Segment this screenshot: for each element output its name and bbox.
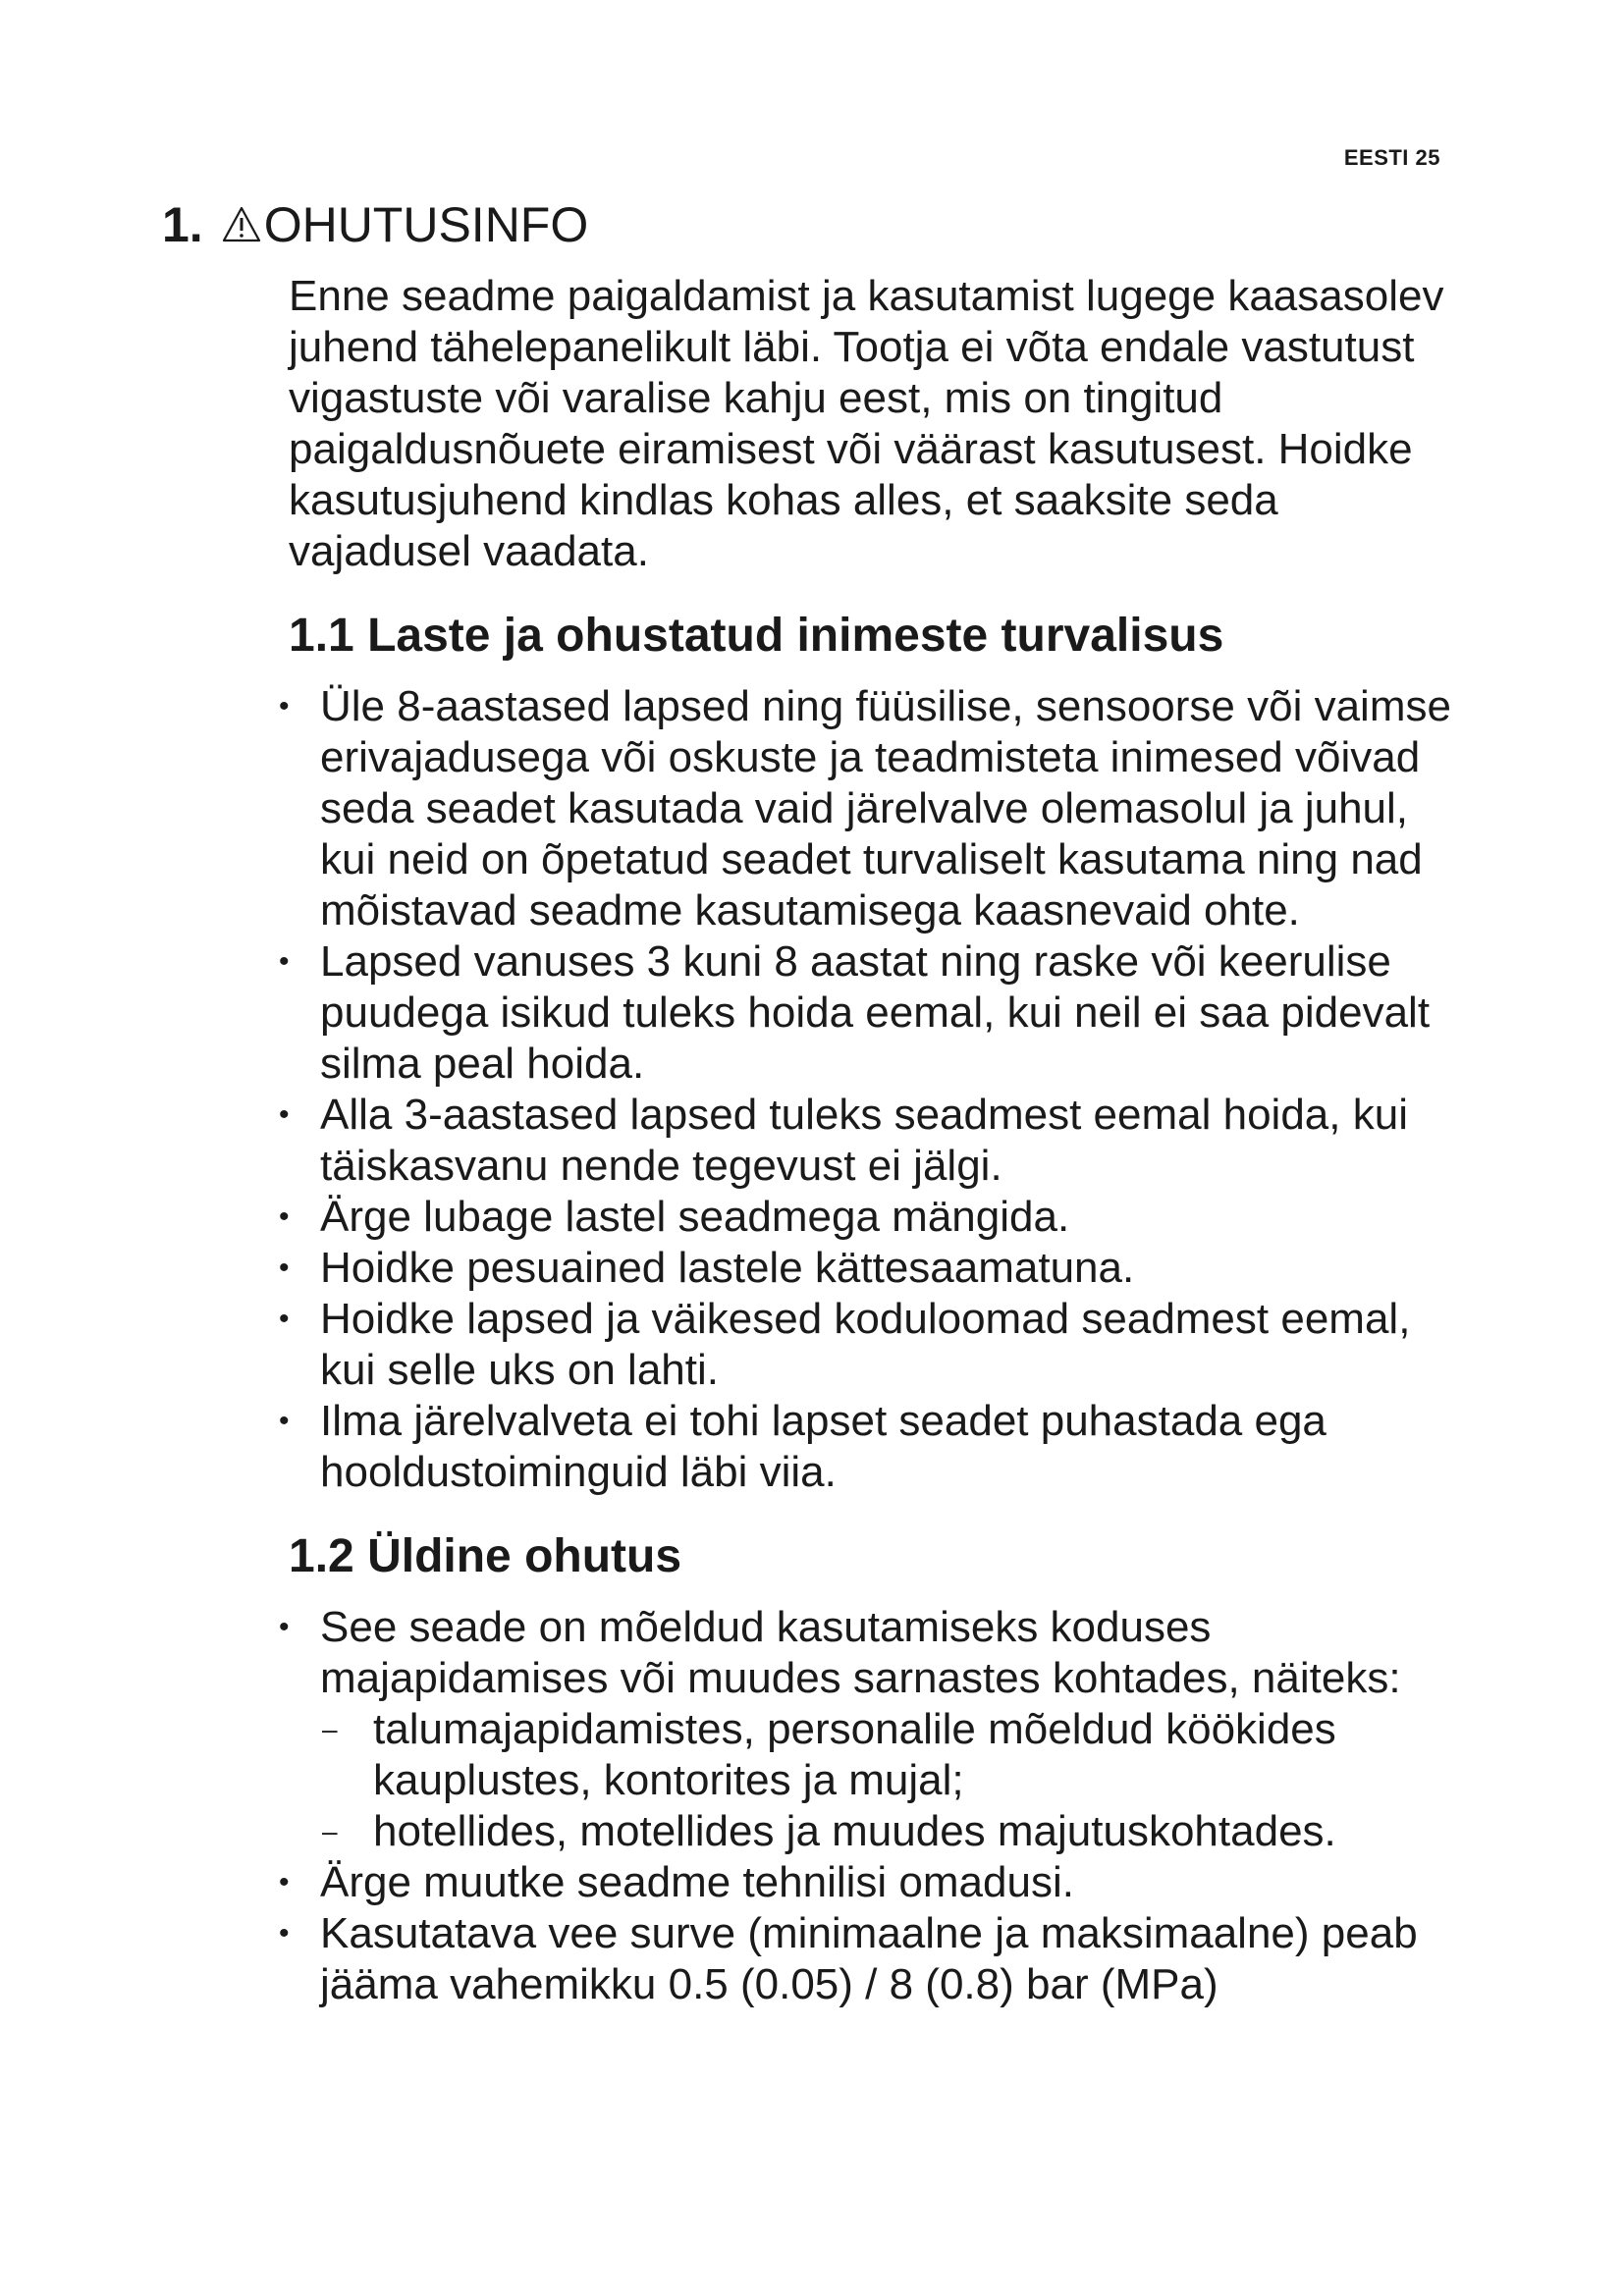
list-item: • Ärge lubage lastel seadmega mängida.	[279, 1192, 1467, 1243]
subsection-title: Laste ja ohustatud inimeste turvalisus	[367, 610, 1224, 662]
list-item: • Ärge muutke seadme tehnilisi omadusi.	[279, 1857, 1467, 1908]
sublist-item: – hotellides, motellides ja muudes majutuskohtades.	[314, 1806, 1467, 1857]
subsection-heading-1-2	[289, 1527, 1467, 1586]
section-number: 1.	[162, 197, 203, 252]
safety-content	[289, 271, 1467, 2040]
list-item-text: See seade on mõeldud kasutamiseks koduses majapidamises või muudes sarnastes kohtades, näiteks:	[320, 1603, 1401, 1702]
list-item: • Üle 8-aastased lapsed ning füüsilise, sensoorse või vaimse erivajadusega või oskuste ja teadmisteta inimesed võivad seda seadet kasutada vaid järelvalve olemasolul ja juhul, kui neid on õpetatud seadet turvaliselt kasutama ning nad mõistavad seadme kasutamisega kaasnevaid ohte.	[279, 681, 1467, 936]
intro-paragraph: Enne seadme paigaldamist ja kasutamist lugege kaasasolev juhend tähelepanelikult läbi. Tootja ei võta endale vastutust vigastuste või varalise kahju eest, mis on tingitud paigaldusnõuete eiramisest või väärast kasutusest. Hoidke kasutusjuhend kindlas kohas alles, et saaksite seda vajadusel vaadata.	[289, 272, 1444, 575]
warning-triangle-icon	[221, 205, 262, 244]
list-item: • Kasutatava vee surve (minimaalne ja maksimaalne) peab jääma vahemikku 0.5 (0.05) / 8 (0.8) bar (MPa)	[279, 1908, 1467, 2010]
list-item: • Hoidke pesuained lastele kättesaamatuna.	[279, 1243, 1467, 1294]
list-item: • Alla 3-aastased lapsed tuleks seadmest eemal hoida, kui täiskasvanu nende tegevust ei jälgi.	[279, 1090, 1467, 1192]
list-item: • Hoidke lapsed ja väikesed koduloomad seadmest eemal, kui selle uks on lahti.	[279, 1294, 1467, 1396]
example-sublist	[320, 1704, 1467, 1857]
section-title	[162, 196, 588, 253]
list-item	[279, 1602, 1467, 1857]
list-item: • Ilma järelvalveta ei tohi lapset seadet puhastada ega hooldustoiminguid läbi viia.	[279, 1396, 1467, 1498]
sublist-item: – talumajapidamistes, personalile mõeldud köökides kauplustes, kontorites ja mujal;	[314, 1704, 1467, 1806]
list-item: • Lapsed vanuses 3 kuni 8 aastat ning raske või keerulise puudega isikud tuleks hoida eemal, kui neil ei saa pidevalt silma peal hoida.	[279, 936, 1467, 1090]
subsection-heading-1-1	[289, 607, 1467, 666]
subsection-number: 1.1	[289, 610, 354, 662]
page-number-label: EESTI 25	[1343, 145, 1440, 170]
subsection-number: 1.2	[289, 1530, 354, 1582]
section-title-text: OHUTUSINFO	[263, 197, 589, 252]
general-safety-list	[289, 1602, 1467, 2010]
subsection-title: Üldine ohutus	[367, 1530, 682, 1582]
child-safety-list	[289, 681, 1467, 1498]
